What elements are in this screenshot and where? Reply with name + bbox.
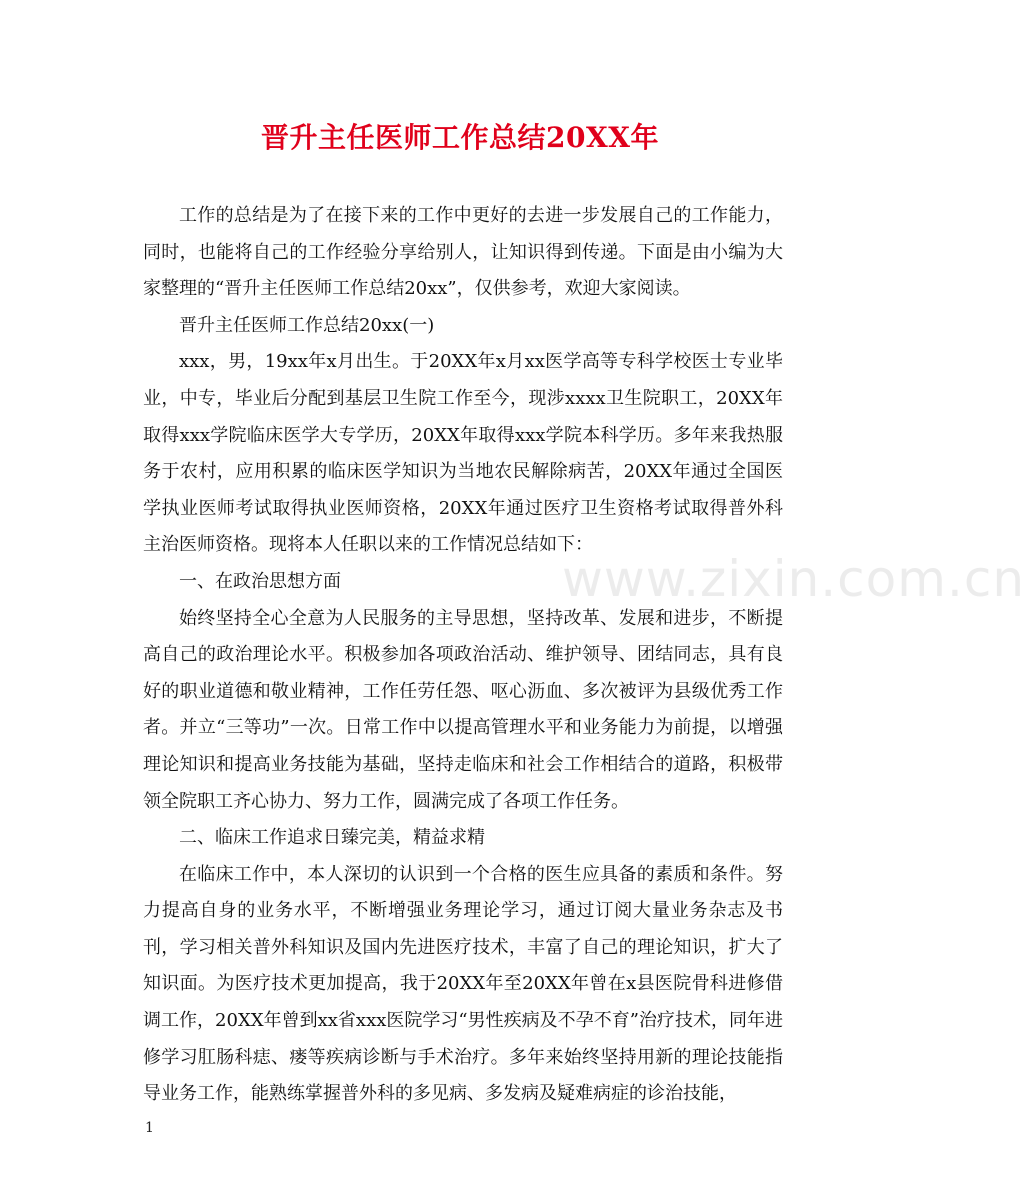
body-paragraph: 在临床工作中，本人深切的认识到一个合格的医生应具备的素质和条件。努力提高自身的业务水平，不断增强业务理论学习，通过订阅大量业务杂志及书刊，学习相关普外科知识及国内先进医疗技术，丰富了自己的理论知识，扩大了知识面。为医疗技术更加提高，我于20XX年至20XX年曾在x县医院骨科进修借调工作，20XX年曾到xx省xxx医院学习“男性疾病及不孕不育”治疗技术，同年进修学习肛肠科痣、瘘等疾病诊断与手术治疗。多年来始终坚持用新的理论技能指导业务工作，能熟练掌握普外科的多见病、多发病及疑难病症的诊治技能， bbox=[143, 863, 783, 1105]
document-title: 晋升主任医师工作总结20XX年 bbox=[261, 121, 659, 154]
section-heading: 二、临床工作追求日臻完美，精益求精 bbox=[179, 827, 485, 849]
body-paragraph: xxx，男，19xx年x月出生。于20XX年x月xx医学高等专科学校医士专业毕业，中专，毕业后分配到基层卫生院工作至今，现涉xxxx卫生院职工，20XX年取得xxx学院临床医学大专学历，20XX年取得xxx学院本科学历。多年来我热服务于农村，应用积累的临床医学知识为当地农民解除病苦，20XX年通过全国医学执业医师考试取得执业医师资格，20XX年通过医疗卫生资格考试取得普外科主治医师资格。现将本人任职以来的工作情况总结如下： bbox=[143, 351, 783, 556]
body-paragraph: 始终坚持全心全意为人民服务的主导思想，坚持改革、发展和进步，不断提高自己的政治理论水平。积极参加各项政治活动、维护领导、团结同志，具有良好的职业道德和敬业精神，工作任劳任怨、呕心沥血、多次被评为县级优秀工作者。并立“三等功”一次。日常工作中以提高管理水平和业务能力为前提，以增强理论知识和提高业务技能为基础，坚持走临床和社会工作相结合的道路，积极带领全院职工齐心协力、努力工作，圆满完成了各项工作任务。 bbox=[143, 607, 783, 812]
section-heading: 晋升主任医师工作总结20xx(一) bbox=[179, 314, 435, 336]
page-number: 1 bbox=[145, 1120, 154, 1136]
section-heading: 一、在政治思想方面 bbox=[179, 570, 341, 592]
watermark: www.zixin.com.cn bbox=[562, 550, 1025, 608]
intro-paragraph: 工作的总结是为了在接下来的工作中更好的去进一步发展自己的工作能力，同时，也能将自己的工作经验分享给别人，让知识得到传递。下面是由小编为大家整理的“晋升主任医师工作总结20xx”，仅供参考，欢迎大家阅读。 bbox=[143, 205, 783, 300]
document-body bbox=[143, 198, 783, 1113]
